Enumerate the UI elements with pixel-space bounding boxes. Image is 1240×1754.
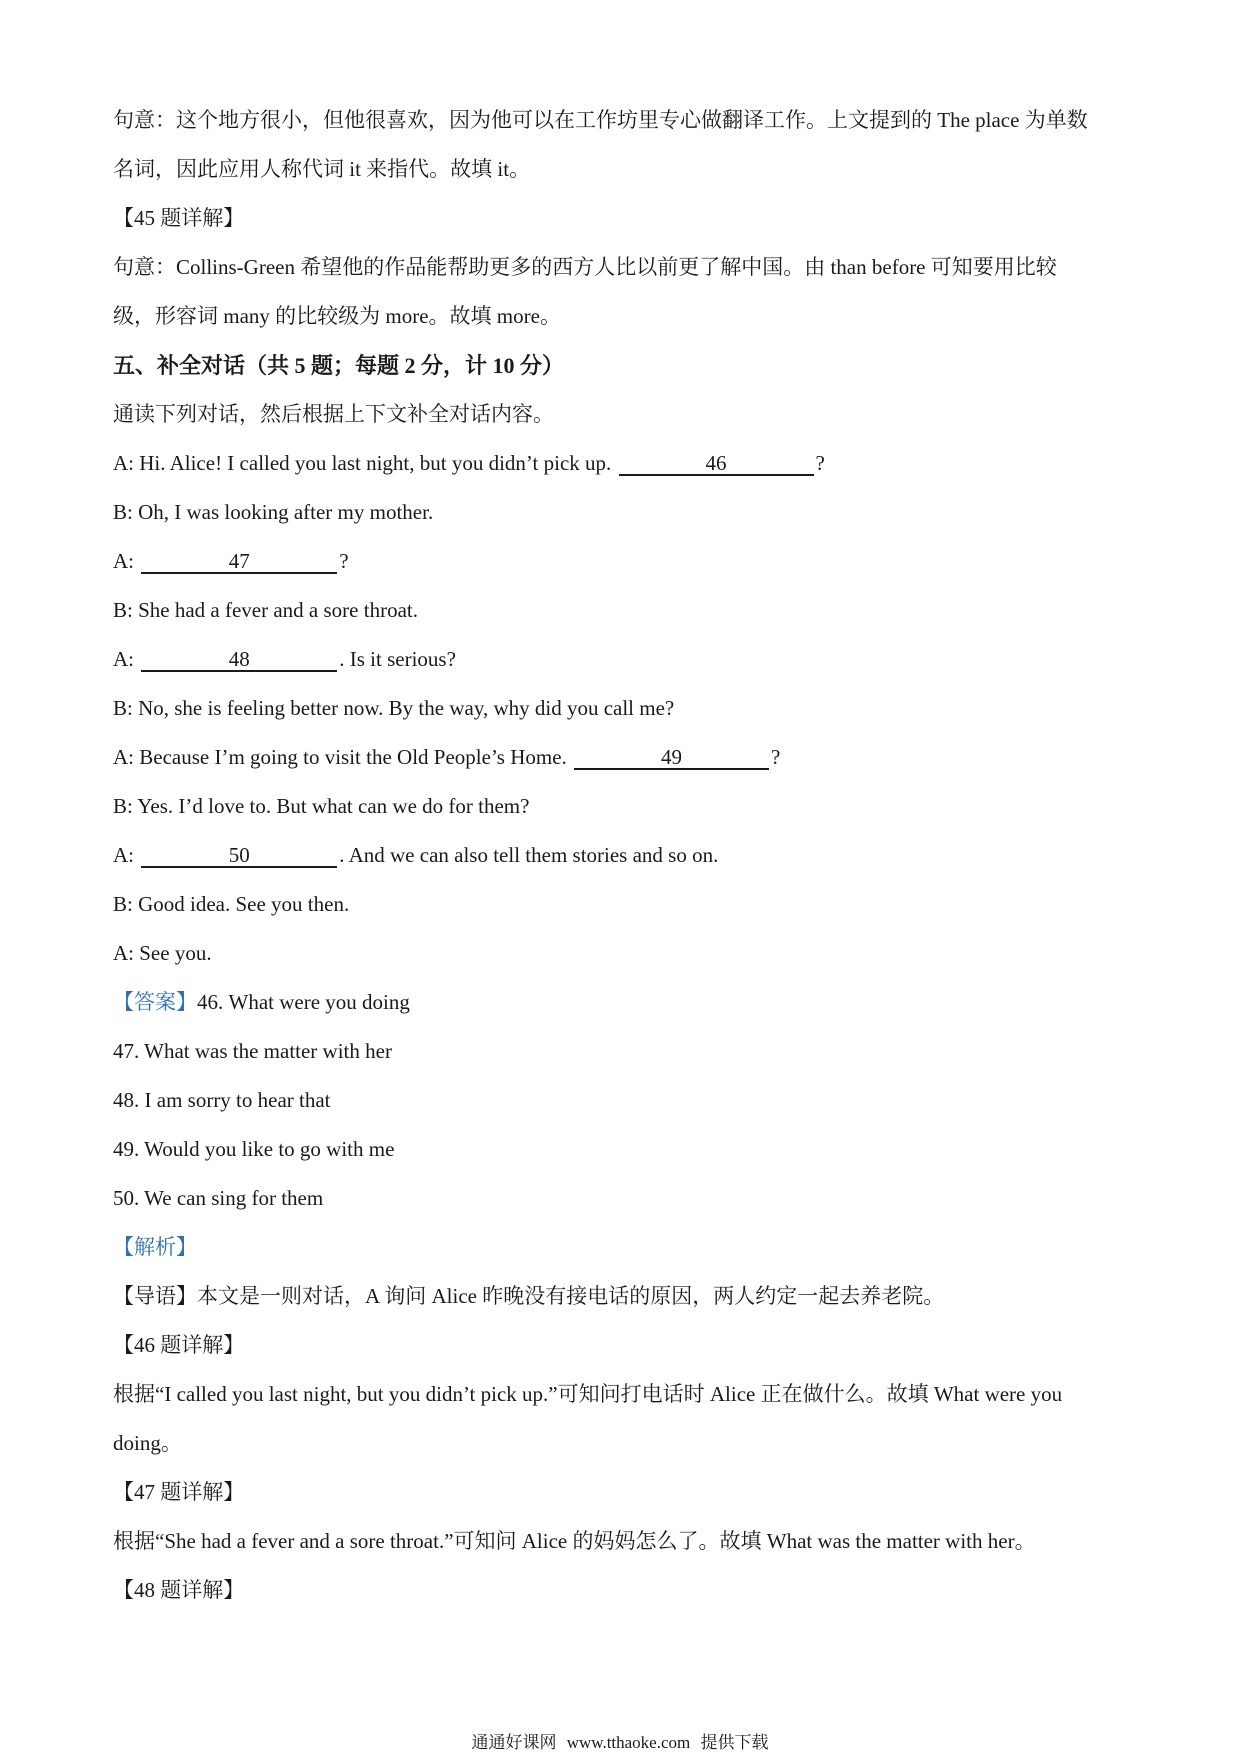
answer-47: 47. What was the matter with her — [113, 1039, 392, 1063]
dialogue-suffix: ? — [339, 549, 349, 573]
dialogue-line-a3 — [113, 635, 1133, 684]
footer-suffix: 提供下载 — [700, 1733, 769, 1752]
dialogue-line-a1 — [113, 439, 1133, 488]
page-footer — [0, 1728, 1240, 1753]
question-47-header: 【47 题详解】 — [113, 1480, 245, 1504]
answer-tag: 【答案】 — [113, 990, 197, 1014]
dialogue-line-b5: B: Good idea. See you then. — [113, 892, 350, 916]
dialogue-text: A: — [113, 843, 134, 867]
explanation-45-sentence: 句意：Collins-Green 希望他的作品能帮助更多的西方人比以前更了解中国。由 than before 可知要用比较 — [113, 255, 1057, 279]
explanation-46-line1: 根据“I called you last night, but you didn’t pick up.”可知问打电话时 Alice 正在做什么。故填 What were you — [113, 1382, 1063, 1406]
explanation-46-line2: doing。 — [113, 1431, 182, 1455]
question-48-header: 【48 题详解】 — [113, 1578, 245, 1602]
dialogue-suffix: . Is it serious? — [339, 647, 456, 671]
dialogue-suffix: ? — [815, 451, 825, 475]
answer-46: 46. What were you doing — [197, 990, 410, 1014]
dialogue-line-b2: B: She had a fever and a sore throat. — [113, 598, 418, 622]
document-page — [113, 96, 1133, 1615]
explanation-44-conclusion: 名词，因此应用人称代词 it 来指代。故填 it。 — [113, 157, 531, 181]
dialogue-line-a4 — [113, 733, 1133, 782]
question-45-header: 【45 题详解】 — [113, 206, 245, 230]
answer-50: 50. We can sing for them — [113, 1186, 324, 1210]
explanation-45-conclusion: 级，形容词 many 的比较级为 more。故填 more。 — [113, 304, 561, 328]
blank-46: 46 — [619, 452, 814, 476]
question-46-header: 【46 题详解】 — [113, 1333, 245, 1357]
blank-47: 47 — [141, 550, 337, 574]
dialogue-line-a5 — [113, 831, 1133, 880]
explanation-44-sentence: 句意：这个地方很小，但他很喜欢，因为他可以在工作坊里专心做翻译工作。上文提到的 The place 为单数 — [113, 108, 1088, 132]
dialogue-line-b4: B: Yes. I’d love to. But what can we do for them? — [113, 794, 530, 818]
analysis-tag: 【解析】 — [113, 1235, 197, 1259]
footer-url[interactable]: www.tthaoke.com — [566, 1733, 691, 1752]
dialogue-text: A: — [113, 549, 134, 573]
dialogue-suffix: ? — [771, 745, 781, 769]
section-instruction: 通读下列对话，然后根据上下文补全对话内容。 — [113, 402, 554, 426]
dialogue-line-b3: B: No, she is feeling better now. By the way, why did you call me? — [113, 696, 675, 720]
section-heading: 五、补全对话（共 5 题；每题 2 分，计 10 分） — [113, 353, 565, 378]
answer-49: 49. Would you like to go with me — [113, 1137, 395, 1161]
blank-48: 48 — [141, 648, 337, 672]
dialogue-text: A: — [113, 647, 134, 671]
explanation-47: 根据“She had a fever and a sore throat.”可知问 Alice 的妈妈怎么了。故填 What was the matter with her。 — [113, 1529, 1036, 1553]
dialogue-line-b1: B: Oh, I was looking after my mother. — [113, 500, 434, 524]
analysis-intro: 【导语】本文是一则对话，A 询问 Alice 昨晚没有接电话的原因，两人约定一起去养老院。 — [113, 1284, 945, 1308]
dialogue-line-a2 — [113, 537, 1133, 586]
footer-site-name: 通通好课网 — [471, 1733, 557, 1752]
blank-50: 50 — [141, 844, 337, 868]
answer-48: 48. I am sorry to hear that — [113, 1088, 331, 1112]
dialogue-line-a6: A: See you. — [113, 941, 212, 965]
dialogue-text: A: Hi. Alice! I called you last night, but you didn’t pick up. — [113, 451, 612, 475]
blank-49: 49 — [574, 746, 769, 770]
answer-line-46 — [113, 978, 1133, 1027]
dialogue-text: A: Because I’m going to visit the Old People’s Home. — [113, 745, 567, 769]
dialogue-suffix: . And we can also tell them stories and so on. — [339, 843, 719, 867]
